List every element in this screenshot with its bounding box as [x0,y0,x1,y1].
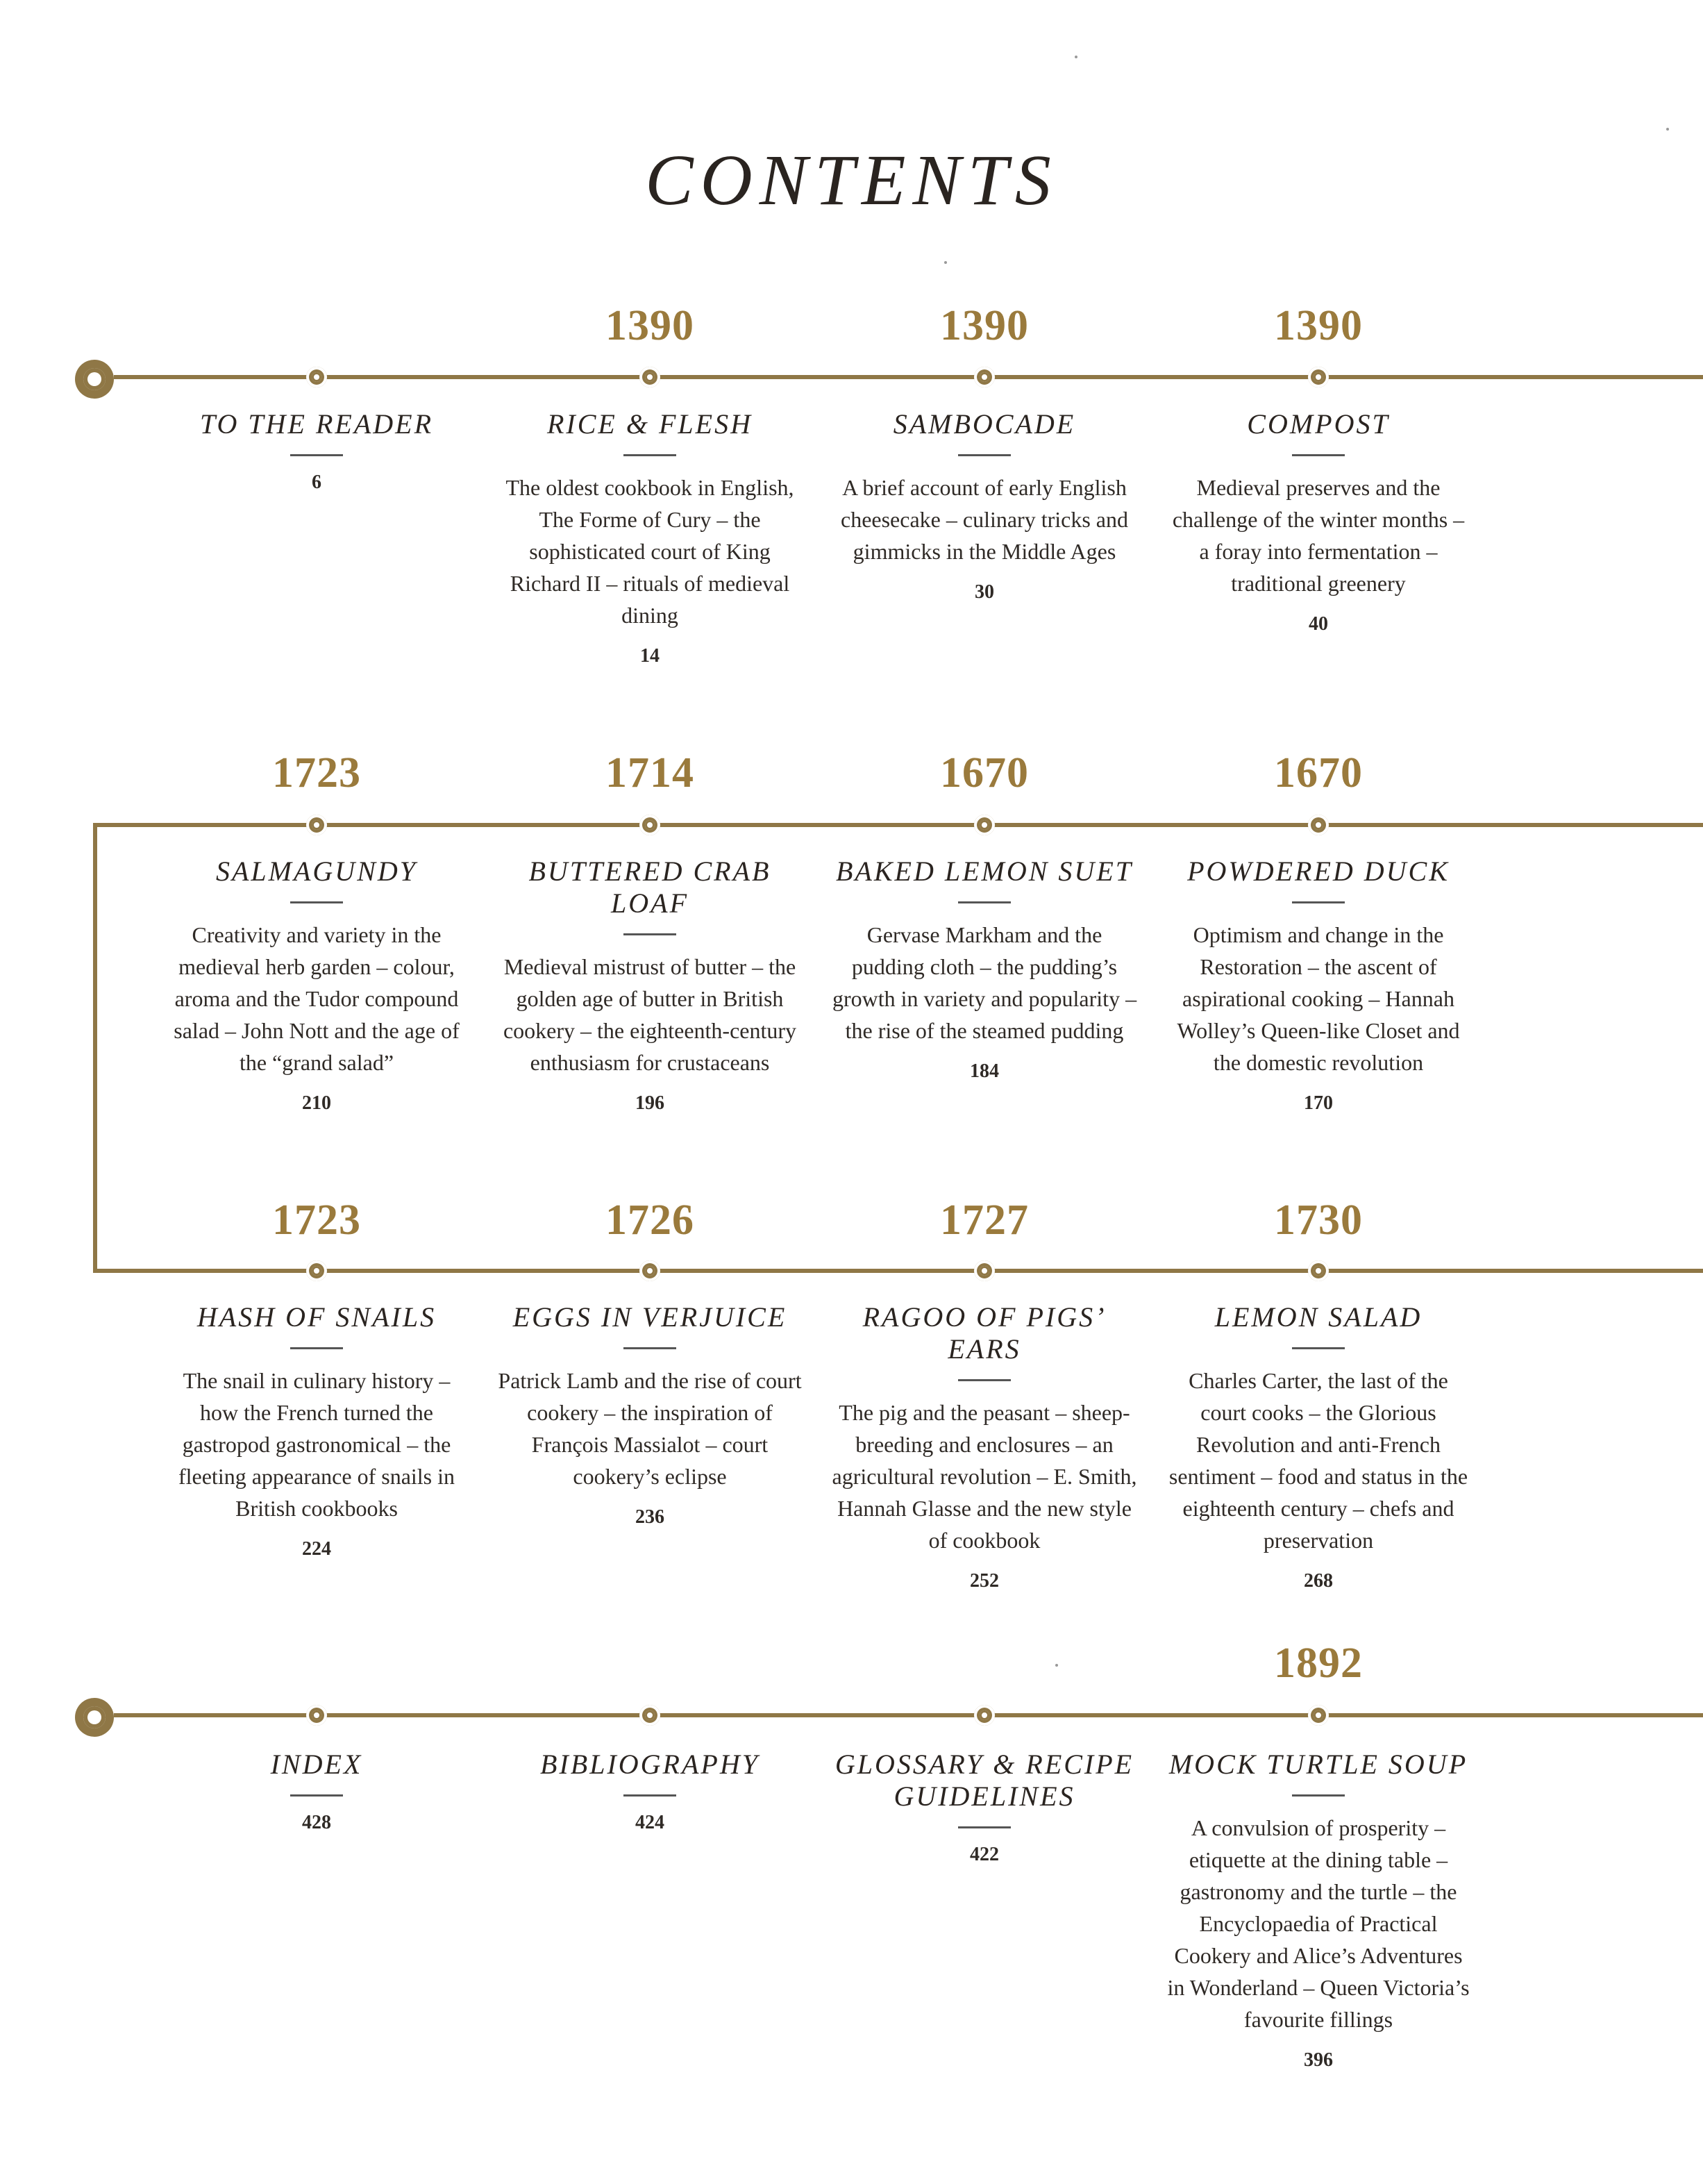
timeline-rule [93,823,1703,827]
entry-description: Medieval mistrust of butter – the golden age of butter in British cookery – the eighteenth-century enthusiasm for crustaceans [503,954,797,1075]
scan-speck [944,261,947,264]
entry-title: COMPOST [1247,408,1390,440]
divider [623,1347,676,1349]
page-number: 424 [635,1812,664,1833]
entry-description: Medieval preserves and the challenge of the winter months – a foray into fermentation – traditional greenery [1172,475,1465,596]
contents-entry[interactable] [1166,1749,1471,2072]
page-number: 170 [1304,1092,1333,1114]
entry-title: EGGS IN VERJUICE [512,1301,787,1333]
page-number: 428 [302,1812,331,1833]
contents-entry[interactable] [497,856,803,1115]
ornament-icon [306,1260,327,1281]
entry-description: A convulsion of prosperity – etiquette at the dining table – gastronomy and the turtle – the Encyclopaedia of Practical Cookery and Alice’s Adventures in Wonderland – Queen Victoria’s favourite fillings [1167,1815,1470,2032]
divider [290,901,343,903]
entry-description: The snail in culinary history – how the French turned the gastropod gastronomical – the fleeting appearance of snails in British cookbooks [178,1368,455,1521]
year-label: 1723 [272,1197,361,1244]
ornament-icon [75,360,114,399]
contents-entry[interactable] [164,408,469,494]
ornament-icon [639,367,660,387]
ornament-icon [1308,1260,1329,1281]
year-label: 1714 [605,749,694,797]
ornament-icon [1308,1705,1329,1726]
entry-title: BUTTERED CRAB LOAF [528,856,771,919]
divider [958,1826,1011,1828]
entry-title: INDEX [270,1749,363,1780]
entry-title: TO THE READER [199,408,434,440]
year-label: 1723 [272,749,361,797]
timeline-rule [114,375,1703,379]
entry-title: BAKED LEMON SUET [836,856,1133,887]
year-label: 1670 [940,749,1029,797]
contents-entry[interactable] [164,1301,469,1560]
entry-title: POWDERED DUCK [1187,856,1450,887]
divider [1292,1347,1345,1349]
ornament-icon [1308,815,1329,835]
page-number: 422 [970,1844,999,1865]
timeline-rule-vertical [93,823,97,1273]
page-number: 252 [970,1570,999,1592]
page-number: 40 [1309,613,1328,635]
ornament-icon [639,1705,660,1726]
timeline-rule [114,1713,1703,1717]
year-label: 1892 [1274,1640,1363,1687]
ornament-icon [974,1260,995,1281]
entry-title: RICE & FLESH [547,408,753,440]
page-number: 224 [302,1538,331,1560]
entry-title: GLOSSARY & RECIPE GUIDELINES [834,1749,1134,1812]
page-number: 6 [312,472,321,493]
ornament-icon [639,1260,660,1281]
year-label: 1730 [1274,1197,1363,1244]
ornament-icon [639,815,660,835]
page-number: 14 [640,645,660,667]
ornament-icon [1308,367,1329,387]
entry-description: The pig and the peasant – sheep-breeding and enclosures – an agricultural revolution – E. Smith, Hannah Glasse and the new style of cookbook [832,1400,1137,1553]
scan-speck [1055,1664,1058,1667]
entry-description: Optimism and change in the Restoration – the ascent of aspirational cooking – Hannah Wolley’s Queen-like Closet and the domestic revolution [1177,922,1460,1075]
ornament-icon [306,815,327,835]
contents-entry[interactable] [497,1301,803,1528]
contents-entry[interactable] [832,1749,1137,1866]
year-label: 1726 [605,1197,694,1244]
contents-entry[interactable] [1166,1301,1471,1592]
divider [1292,1794,1345,1797]
ornament-icon [306,367,327,387]
divider [1292,454,1345,456]
entry-description: Gervase Markham and the pudding cloth – the pudding’s growth in variety and popularity – the rise of the steamed pudding [832,922,1137,1043]
contents-entry[interactable] [497,408,803,667]
contents-entry[interactable] [1166,408,1471,635]
contents-entry[interactable] [832,856,1137,1083]
ornament-icon [306,1705,327,1726]
entry-title: BIBLIOGRAPHY [540,1749,760,1780]
ornament-icon [974,1705,995,1726]
divider [958,1379,1011,1381]
entry-description: Charles Carter, the last of the court cooks – the Glorious Revolution and anti-French sentiment – food and status in the eighteenth century – chefs and preservation [1168,1368,1468,1553]
divider [290,454,343,456]
contents-entry[interactable] [497,1749,803,1834]
page-number: 210 [302,1092,331,1114]
page-title: CONTENTS [645,140,1058,220]
year-label: 1670 [1274,749,1363,797]
divider [623,454,676,456]
contents-entry[interactable] [164,856,469,1115]
page-number: 196 [635,1092,664,1114]
entry-description: A brief account of early English cheesecake – culinary tricks and gimmicks in the Middle Ages [840,475,1128,564]
contents-entry[interactable] [832,408,1137,603]
scan-speck [1666,128,1669,131]
year-label: 1390 [605,302,694,349]
ornament-icon [974,367,995,387]
ornament-icon [974,815,995,835]
entry-title: MOCK TURTLE SOUP [1168,1749,1468,1780]
year-label: 1727 [940,1197,1029,1244]
entry-description: Patrick Lamb and the rise of court cookery – the inspiration of François Massialot – court cookery’s eclipse [498,1368,802,1489]
divider [290,1347,343,1349]
contents-entry[interactable] [164,1749,469,1834]
page-number: 268 [1304,1570,1333,1592]
divider [623,1794,676,1797]
divider [290,1794,343,1797]
page-number: 236 [635,1506,664,1528]
entry-title: SAMBOCADE [893,408,1076,440]
entry-title: RAGOO OF PIGS’ EARS [862,1301,1107,1365]
scan-speck [1075,56,1077,58]
contents-entry[interactable] [1166,856,1471,1115]
entry-title: SALMAGUNDY [215,856,418,887]
ornament-icon [75,1698,114,1737]
entry-title: HASH OF SNAILS [196,1301,437,1333]
timeline-rule [93,1269,1703,1273]
divider [958,454,1011,456]
divider [623,933,676,935]
year-label: 1390 [940,302,1029,349]
year-label: 1390 [1274,302,1363,349]
entry-description: Creativity and variety in the medieval herb garden – colour, aroma and the Tudor compound salad – John Nott and the age of the “grand salad” [174,922,460,1075]
page-number: 396 [1304,2049,1333,2071]
divider [1292,901,1345,903]
entry-title: LEMON SALAD [1214,1301,1423,1333]
divider [958,901,1011,903]
page-number: 30 [975,581,994,603]
contents-entry[interactable] [832,1301,1137,1592]
entry-description: The oldest cookbook in English, The Forme of Cury – the sophisticated court of King Richard II – rituals of medieval dining [505,475,794,628]
page-number: 184 [970,1060,999,1082]
